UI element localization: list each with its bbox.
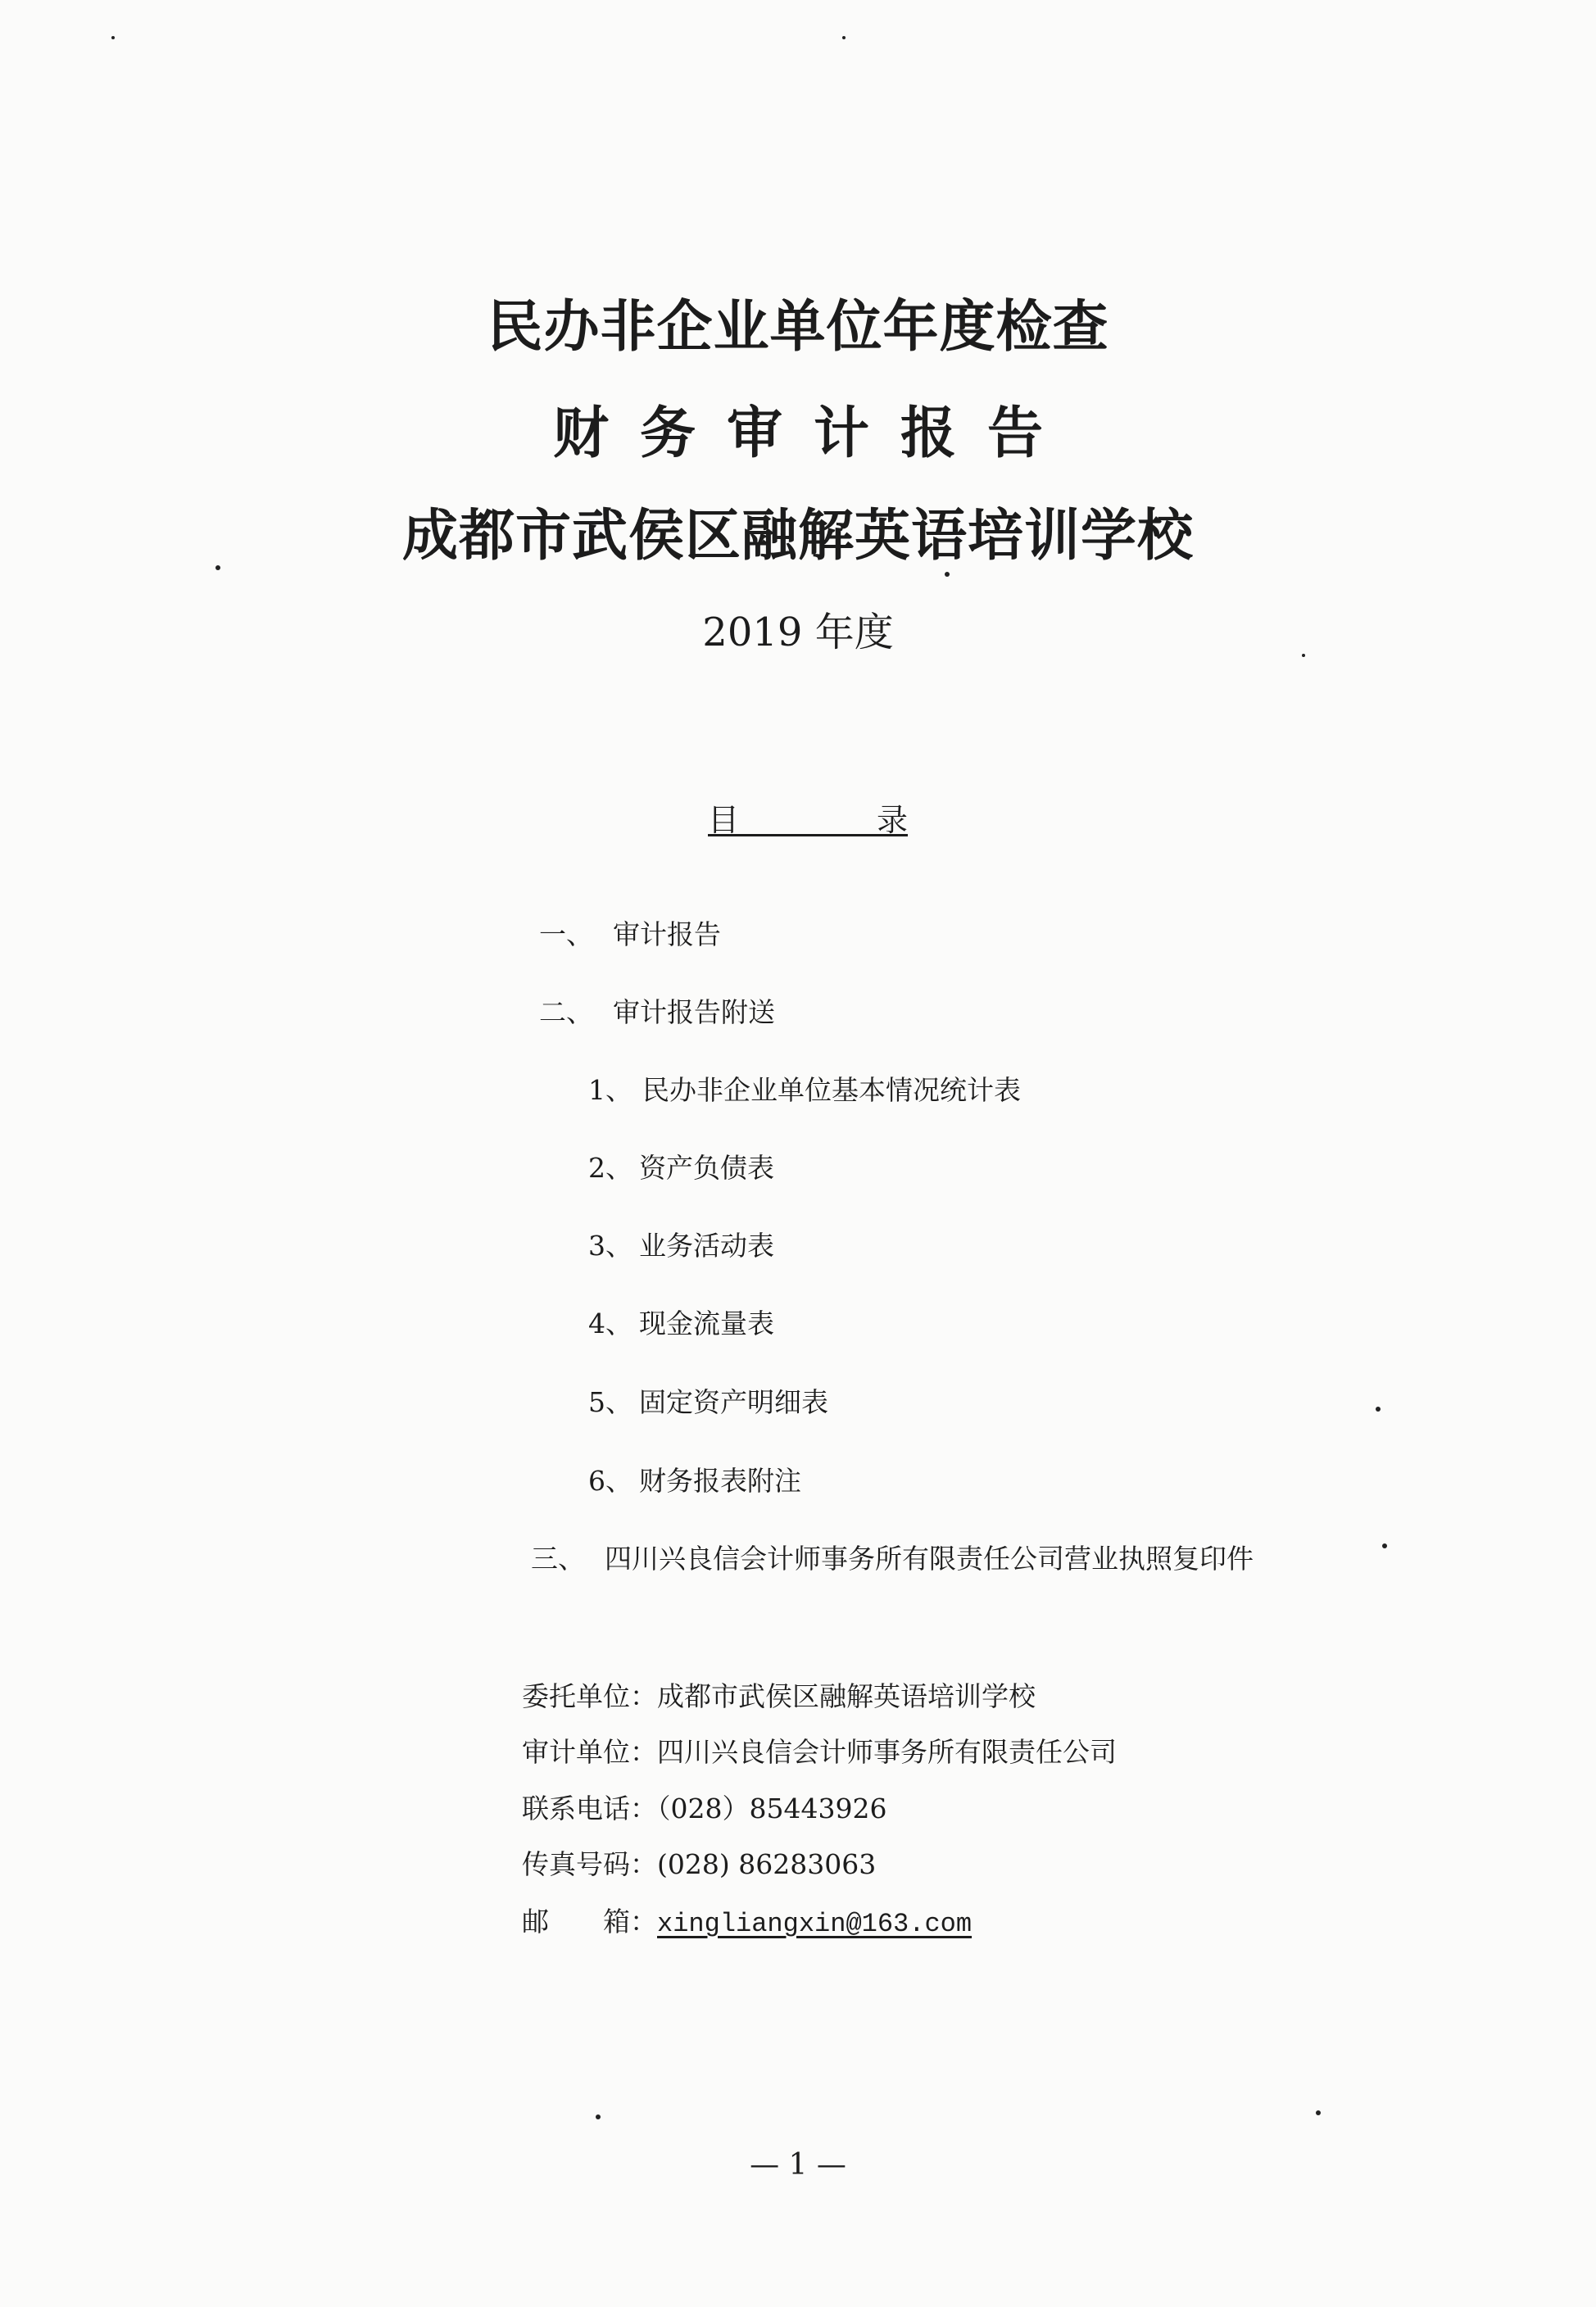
toc-item-label: 业务活动表 <box>639 1230 774 1262</box>
title-line-1: 民办非企业单位年度检查 <box>487 295 1109 360</box>
toc-heading-char-1: 目 <box>708 802 740 838</box>
scan-speck <box>1382 1543 1387 1548</box>
toc-item <box>588 1303 774 1341</box>
report-year: 2019 年度 <box>702 610 894 655</box>
scan-speck <box>1316 2110 1321 2115</box>
toc-item <box>588 1069 1021 1108</box>
toc-item-number: 二、 <box>539 996 593 1028</box>
scan-speck <box>842 36 846 39</box>
toc-item-label: 审计报告附送 <box>613 996 775 1028</box>
info-auditor-value: 四川兴良信会计师事务所有限责任公司 <box>657 1736 1117 1768</box>
title-line-3: 成都市武侯区融解英语培训学校 <box>401 504 1194 569</box>
toc-item-label: 审计报告 <box>613 918 721 950</box>
page-number: — 1 — <box>750 2148 846 2182</box>
info-auditor-label: 审计单位： <box>522 1736 657 1768</box>
info-fax-label: 传真号码： <box>522 1848 657 1880</box>
scan-speck <box>215 565 220 570</box>
info-client <box>522 1675 1036 1714</box>
toc-item <box>531 1538 1254 1576</box>
toc-item <box>588 1147 774 1185</box>
info-email-value: xingliangxin@163.com <box>657 1909 973 1939</box>
title-line-2: 财务审计报告 <box>552 401 1074 466</box>
info-phone <box>522 1788 886 1826</box>
toc-item-label: 固定资产明细表 <box>639 1386 828 1418</box>
toc-item-number: 1、 <box>588 1074 633 1106</box>
info-client-value: 成都市武侯区融解英语培训学校 <box>657 1680 1036 1712</box>
toc-heading-char-2: 录 <box>876 802 908 838</box>
info-email <box>522 1901 972 1939</box>
scan-speck <box>1302 654 1305 657</box>
info-fax <box>522 1843 876 1882</box>
info-phone-label: 联系电话： <box>522 1793 657 1824</box>
toc-item <box>539 991 775 1030</box>
toc-heading <box>708 795 908 836</box>
toc-item-number: 三、 <box>531 1543 585 1575</box>
toc-item <box>588 1460 801 1498</box>
toc-item-label: 四川兴良信会计师事务所有限责任公司营业执照复印件 <box>605 1543 1254 1575</box>
toc-item-number: 一、 <box>539 918 593 950</box>
toc-item-label: 现金流量表 <box>639 1308 774 1339</box>
toc-item-number: 2、 <box>588 1152 633 1184</box>
toc-item-number: 5、 <box>588 1386 633 1418</box>
toc-item <box>588 1381 828 1420</box>
info-auditor <box>522 1731 1117 1770</box>
scan-speck <box>111 36 115 39</box>
info-email-label: 邮 箱： <box>522 1906 657 1938</box>
toc-item-number: 4、 <box>588 1308 633 1339</box>
toc-item-number: 3、 <box>588 1230 633 1262</box>
toc-item <box>539 913 721 952</box>
toc-item-label: 资产负债表 <box>639 1152 774 1184</box>
scan-speck <box>945 572 950 577</box>
toc-item <box>588 1225 774 1263</box>
toc-item-label: 民办非企业单位基本情况统计表 <box>642 1074 1021 1106</box>
info-phone-value: （028）85443926 <box>657 1793 887 1824</box>
info-fax-value: (028) 86283063 <box>657 1848 877 1880</box>
scan-speck <box>596 2114 601 2119</box>
scan-speck <box>1376 1407 1381 1412</box>
toc-item-label: 财务报表附注 <box>639 1465 801 1497</box>
toc-item-number: 6、 <box>588 1465 633 1497</box>
info-client-label: 委托单位： <box>522 1680 657 1712</box>
